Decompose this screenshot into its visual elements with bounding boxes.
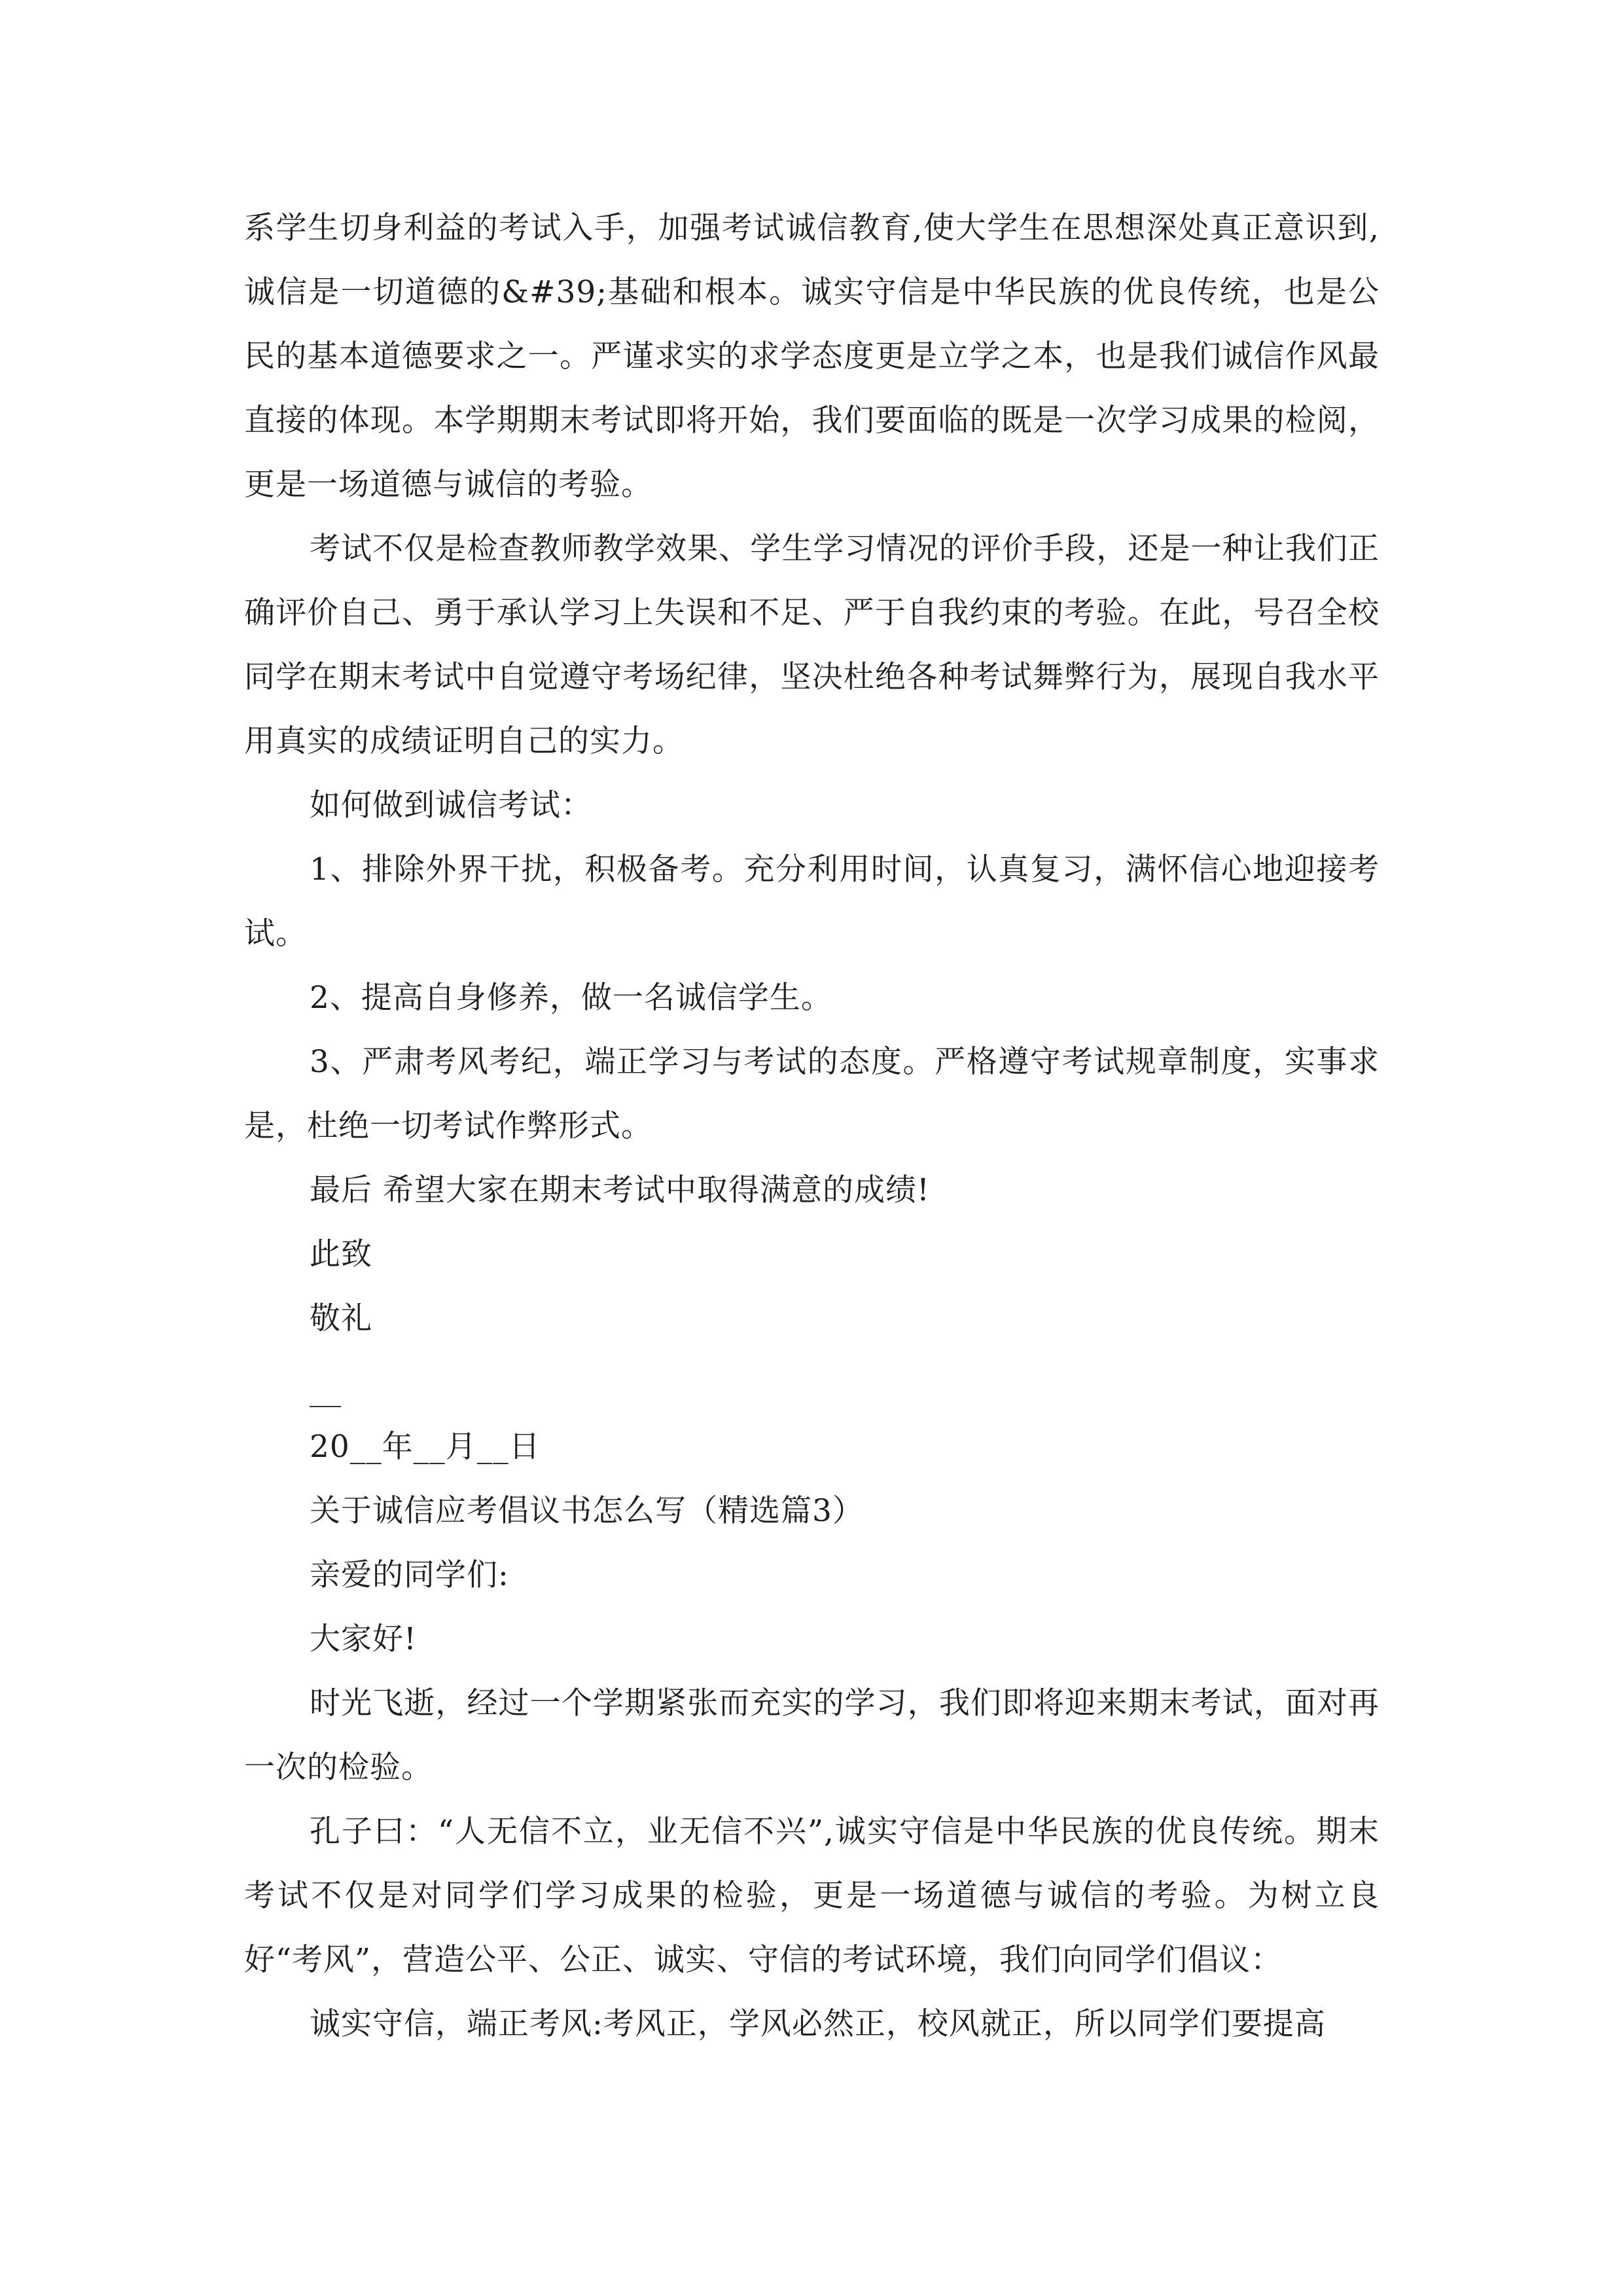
date-line: 20__年__月__日 [310,1429,541,1465]
list-item-1: 1、排除外界干扰，积极备考。充分利用时间，认真复习，满怀信心地迎接考试。 [244,852,1380,952]
greeting-classmates: 亲爱的同学们: [310,1557,509,1593]
list-item-2: 2、提高自身修养，做一名诚信学生。 [310,980,832,1016]
section-title: 关于诚信应考倡议书怎么写（精选篇3） [310,1493,864,1529]
paragraph-3: 如何做到诚信考试： [310,787,592,823]
paragraph-2: 考试不仅是检查教师教学效果、学生学习情况的评价手段，还是一种让我们正确评价自己、勇于承认学习上失误和不足、严于自我约束的考验。在此，号召全校同学在期末考试中自觉遵守考场纪律，坚决杜绝各种考试舞弊行为，展现自我水平用真实的成绩证明自己的实力。 [244,531,1380,759]
salutation-jingli: 敬礼 [310,1300,372,1336]
paragraph-time: 时光飞逝，经过一个学期紧张而充实的学习，我们即将迎来期末考试，面对再一次的检验。 [244,1685,1380,1785]
paragraph-confucius: 孔子曰：“人无信不立，业无信不兴”,诚实守信是中华民族的优良传统。期末考试不仅是对同学们学习成果的检验，更是一场道德与诚信的考验。为树立良好“考风”，营造公平、公正、诚实、守信的考试环境，我们向同学们倡议： [244,1814,1380,1978]
signature-blank [244,1351,1380,1415]
paragraph-1: 系学生切身利益的考试入手，加强考试诚信教育,使大学生在思想深处真正意识到,诚信是一切道德的&#39;基础和根本。诚实守信是中华民族的优良传统，也是公民的基本道德要求之一。严谨求实的求学态度更是立学之本，也是我们诚信作风最直接的体现。本学期期末考试即将开始，我们要面临的既是一次学习成果的检阅，更是一场道德与诚信的考验。 [244,210,1380,503]
paragraph-honesty: 诚实守信，端正考风:考风正，学风必然正，校风就正，所以同学们要提高 [310,2006,1326,2042]
list-item-3: 3、严肃考风考纪，端正学习与考试的态度。严格遵守考试规章制度，实事求是，杜绝一切考试作弊形式。 [244,1044,1380,1144]
salutation-cizhi: 此致 [310,1236,372,1272]
signature-line [310,1406,341,1407]
greeting-hello: 大家好! [310,1621,417,1657]
closing-wish: 最后 希望大家在期末考试中取得满意的成绩! [310,1172,930,1208]
document-body [244,196,1380,2056]
